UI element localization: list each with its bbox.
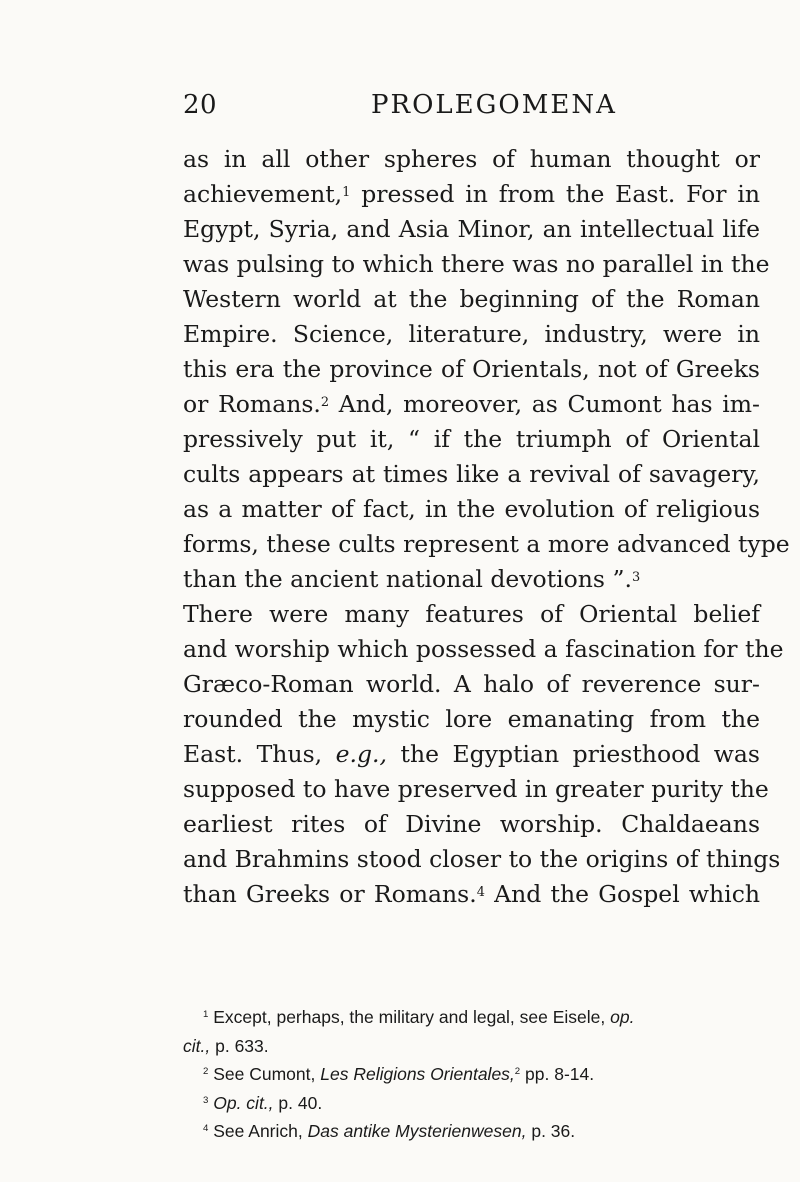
text-line: as in all other spheres of human thought or <box>183 145 760 173</box>
footnote-4: $^4$ See Anrich, Das antike Mysterienwesen, p. 36. <box>203 1121 576 1141</box>
footnote-ref: 4 <box>476 885 485 900</box>
footnote-3: $^3$ Op. cit., p. 40. <box>203 1092 323 1113</box>
text-line: Empire. Science, literature, industry, were in <box>183 320 760 348</box>
running-head: PROLEGOMENA <box>371 90 617 120</box>
footnote-ref: 1 <box>342 185 351 200</box>
text-line: Egypt, Syria, and Asia Minor, an intellectual life <box>183 215 760 243</box>
page-number: 20 <box>183 90 218 120</box>
text-line: Græco-Roman world. A halo of reverence sur- <box>183 670 760 698</box>
text-line: than Greeks or Romans.$^4$ And the Gospel which <box>183 880 760 908</box>
text-line: forms, these cults represent a more advanced type <box>183 530 790 558</box>
footnote-1: $^1$ Except, perhaps, the military and legal, see Eisele, op. <box>203 1007 635 1027</box>
text-line: as a matter of fact, in the evolution of religious <box>183 495 760 523</box>
text-line: cults appears at times like a revival of savagery, <box>183 460 760 488</box>
text-line: and worship which possessed a fascination for the <box>183 635 784 663</box>
text-line: supposed to have preserved in greater purity the <box>183 775 769 803</box>
text-line: earliest rites of Divine worship. Chaldaeans <box>183 810 760 838</box>
footnote-1-cont: cit., p. 633. <box>183 1035 269 1056</box>
footnote-ref: 3 <box>631 570 641 585</box>
text-line: rounded the mystic lore emanating from the <box>183 705 760 733</box>
body-text <box>183 142 790 912</box>
page-header <box>183 90 760 130</box>
text-line: East. Thus, e.g., the Egyptian priesthood was <box>183 740 760 768</box>
text-line: was pulsing to which there was no parallel in the <box>183 250 770 278</box>
text-line: this era the province of Orientals, not of Greeks <box>183 355 760 383</box>
eg-italic: e.g., <box>335 740 387 768</box>
text-line: pressively put it, “ if the triumph of Oriental <box>183 425 760 453</box>
footnote-2: $^2$ See Cumont, Les Religions Orientales,$^2$ pp. 8-14. <box>203 1064 595 1084</box>
footnote-ref: 2 <box>320 395 330 410</box>
footnotes <box>183 1003 760 1146</box>
text-line: There were many features of Oriental belief <box>183 600 760 628</box>
text-line: achievement,$^1$ pressed in from the East. For in <box>183 180 760 208</box>
text-line: Western world at the beginning of the Roman <box>183 285 760 313</box>
text-line: and Brahmins stood closer to the origins of things <box>183 845 781 873</box>
text-line: than the ancient national devotions ”.$^3$ <box>183 565 641 593</box>
text-line: or Romans.$^2$ And, moreover, as Cumont has im- <box>183 390 760 418</box>
